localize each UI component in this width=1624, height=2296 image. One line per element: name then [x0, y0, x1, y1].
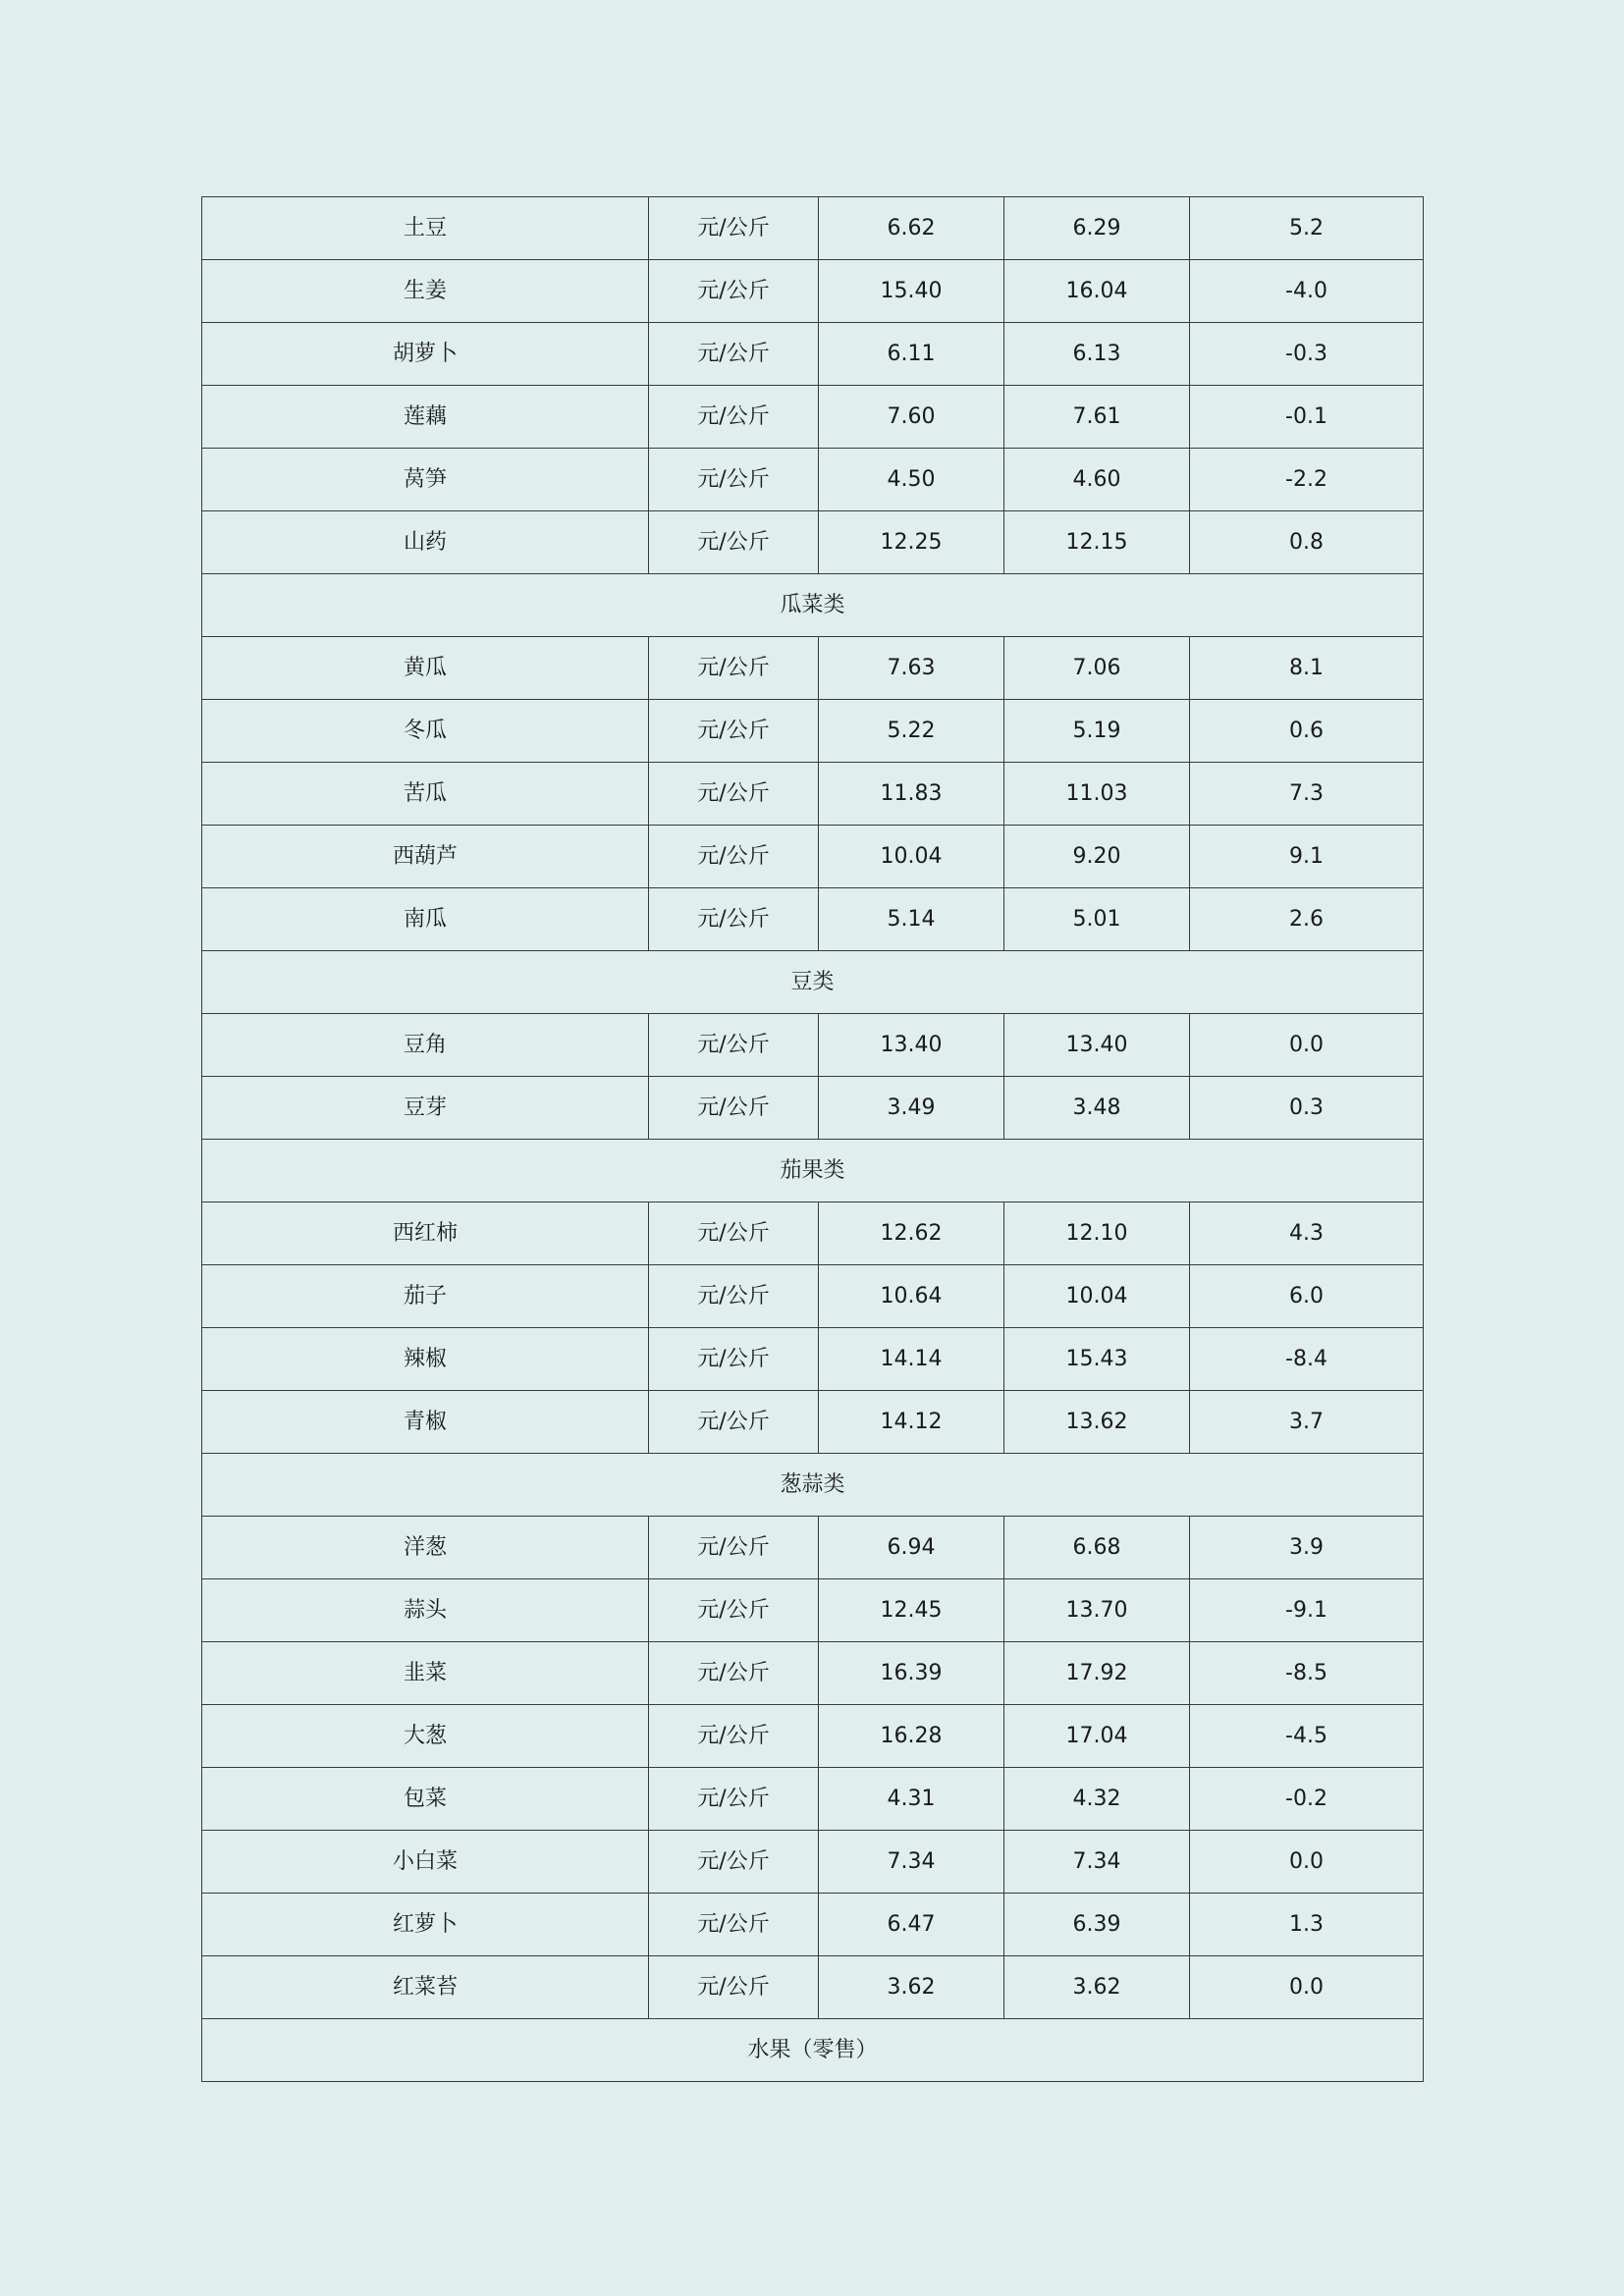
- table-row: [202, 1894, 1424, 1956]
- price-table: [201, 196, 1424, 2082]
- change-percent-cell: -0.2: [1190, 1768, 1424, 1831]
- current-price-cell: 6.94: [819, 1517, 1004, 1579]
- item-name-cell: 生姜: [202, 260, 649, 323]
- previous-price-cell: 7.06: [1004, 637, 1190, 700]
- previous-price-cell: 6.29: [1004, 197, 1190, 260]
- change-percent-cell: -0.3: [1190, 323, 1424, 386]
- unit-cell: 元/公斤: [649, 323, 819, 386]
- previous-price-cell: 4.60: [1004, 449, 1190, 511]
- change-percent-cell: -2.2: [1190, 449, 1424, 511]
- previous-price-cell: 3.48: [1004, 1077, 1190, 1140]
- table-row: [202, 1014, 1424, 1077]
- table-row: [202, 888, 1424, 951]
- change-percent-cell: 2.6: [1190, 888, 1424, 951]
- change-percent-cell: 0.6: [1190, 700, 1424, 763]
- section-title: 瓜菜类: [202, 574, 1424, 637]
- table-row: [202, 1391, 1424, 1454]
- previous-price-cell: 4.32: [1004, 1768, 1190, 1831]
- unit-cell: 元/公斤: [649, 1768, 819, 1831]
- current-price-cell: 5.22: [819, 700, 1004, 763]
- table-row: [202, 763, 1424, 826]
- section-header-row: [202, 1140, 1424, 1202]
- table-row: [202, 700, 1424, 763]
- item-name-cell: 韭菜: [202, 1642, 649, 1705]
- table-row: [202, 1202, 1424, 1265]
- previous-price-cell: 13.62: [1004, 1391, 1190, 1454]
- item-name-cell: 大葱: [202, 1705, 649, 1768]
- table-row: [202, 1579, 1424, 1642]
- unit-cell: 元/公斤: [649, 1831, 819, 1894]
- item-name-cell: 红萝卜: [202, 1894, 649, 1956]
- item-name-cell: 辣椒: [202, 1328, 649, 1391]
- unit-cell: 元/公斤: [649, 1202, 819, 1265]
- change-percent-cell: 0.0: [1190, 1956, 1424, 2019]
- item-name-cell: 莴笋: [202, 449, 649, 511]
- table-row: [202, 637, 1424, 700]
- change-percent-cell: -4.0: [1190, 260, 1424, 323]
- unit-cell: 元/公斤: [649, 1956, 819, 2019]
- previous-price-cell: 12.15: [1004, 511, 1190, 574]
- previous-price-cell: 12.10: [1004, 1202, 1190, 1265]
- previous-price-cell: 15.43: [1004, 1328, 1190, 1391]
- current-price-cell: 6.11: [819, 323, 1004, 386]
- item-name-cell: 苦瓜: [202, 763, 649, 826]
- table-row: [202, 449, 1424, 511]
- change-percent-cell: 8.1: [1190, 637, 1424, 700]
- section-header-row: [202, 1454, 1424, 1517]
- current-price-cell: 16.28: [819, 1705, 1004, 1768]
- previous-price-cell: 13.70: [1004, 1579, 1190, 1642]
- unit-cell: 元/公斤: [649, 637, 819, 700]
- item-name-cell: 黄瓜: [202, 637, 649, 700]
- table-row: [202, 1517, 1424, 1579]
- item-name-cell: 胡萝卜: [202, 323, 649, 386]
- previous-price-cell: 5.19: [1004, 700, 1190, 763]
- change-percent-cell: 0.0: [1190, 1014, 1424, 1077]
- current-price-cell: 3.62: [819, 1956, 1004, 2019]
- unit-cell: 元/公斤: [649, 1642, 819, 1705]
- table-row: [202, 1705, 1424, 1768]
- previous-price-cell: 6.13: [1004, 323, 1190, 386]
- change-percent-cell: -8.5: [1190, 1642, 1424, 1705]
- section-title: 茄果类: [202, 1140, 1424, 1202]
- change-percent-cell: 9.1: [1190, 826, 1424, 888]
- change-percent-cell: 3.9: [1190, 1517, 1424, 1579]
- unit-cell: 元/公斤: [649, 826, 819, 888]
- table-row: [202, 1328, 1424, 1391]
- current-price-cell: 3.49: [819, 1077, 1004, 1140]
- unit-cell: 元/公斤: [649, 1894, 819, 1956]
- unit-cell: 元/公斤: [649, 1328, 819, 1391]
- item-name-cell: 茄子: [202, 1265, 649, 1328]
- item-name-cell: 土豆: [202, 197, 649, 260]
- current-price-cell: 6.62: [819, 197, 1004, 260]
- previous-price-cell: 9.20: [1004, 826, 1190, 888]
- current-price-cell: 12.25: [819, 511, 1004, 574]
- change-percent-cell: 0.0: [1190, 1831, 1424, 1894]
- unit-cell: 元/公斤: [649, 1077, 819, 1140]
- table-row: [202, 1265, 1424, 1328]
- section-title: 葱蒜类: [202, 1454, 1424, 1517]
- unit-cell: 元/公斤: [649, 449, 819, 511]
- change-percent-cell: -4.5: [1190, 1705, 1424, 1768]
- current-price-cell: 14.12: [819, 1391, 1004, 1454]
- previous-price-cell: 17.04: [1004, 1705, 1190, 1768]
- table-row: [202, 826, 1424, 888]
- previous-price-cell: 6.39: [1004, 1894, 1190, 1956]
- item-name-cell: 蒜头: [202, 1579, 649, 1642]
- unit-cell: 元/公斤: [649, 888, 819, 951]
- item-name-cell: 青椒: [202, 1391, 649, 1454]
- item-name-cell: 南瓜: [202, 888, 649, 951]
- section-header-row: [202, 574, 1424, 637]
- table-row: [202, 511, 1424, 574]
- item-name-cell: 小白菜: [202, 1831, 649, 1894]
- change-percent-cell: 4.3: [1190, 1202, 1424, 1265]
- section-title: 豆类: [202, 951, 1424, 1014]
- previous-price-cell: 16.04: [1004, 260, 1190, 323]
- change-percent-cell: 1.3: [1190, 1894, 1424, 1956]
- item-name-cell: 西红柿: [202, 1202, 649, 1265]
- item-name-cell: 山药: [202, 511, 649, 574]
- unit-cell: 元/公斤: [649, 1014, 819, 1077]
- item-name-cell: 红菜苔: [202, 1956, 649, 2019]
- current-price-cell: 4.50: [819, 449, 1004, 511]
- change-percent-cell: -0.1: [1190, 386, 1424, 449]
- item-name-cell: 洋葱: [202, 1517, 649, 1579]
- change-percent-cell: -9.1: [1190, 1579, 1424, 1642]
- previous-price-cell: 7.61: [1004, 386, 1190, 449]
- item-name-cell: 冬瓜: [202, 700, 649, 763]
- current-price-cell: 4.31: [819, 1768, 1004, 1831]
- change-percent-cell: 3.7: [1190, 1391, 1424, 1454]
- unit-cell: 元/公斤: [649, 260, 819, 323]
- table-row: [202, 260, 1424, 323]
- previous-price-cell: 3.62: [1004, 1956, 1190, 2019]
- section-title: 水果（零售）: [202, 2019, 1424, 2082]
- previous-price-cell: 6.68: [1004, 1517, 1190, 1579]
- current-price-cell: 5.14: [819, 888, 1004, 951]
- change-percent-cell: 0.3: [1190, 1077, 1424, 1140]
- unit-cell: 元/公斤: [649, 1517, 819, 1579]
- table-row: [202, 323, 1424, 386]
- current-price-cell: 11.83: [819, 763, 1004, 826]
- current-price-cell: 14.14: [819, 1328, 1004, 1391]
- change-percent-cell: 7.3: [1190, 763, 1424, 826]
- previous-price-cell: 10.04: [1004, 1265, 1190, 1328]
- previous-price-cell: 5.01: [1004, 888, 1190, 951]
- table-row: [202, 1768, 1424, 1831]
- section-header-row: [202, 2019, 1424, 2082]
- previous-price-cell: 17.92: [1004, 1642, 1190, 1705]
- unit-cell: 元/公斤: [649, 1391, 819, 1454]
- current-price-cell: 7.34: [819, 1831, 1004, 1894]
- unit-cell: 元/公斤: [649, 700, 819, 763]
- unit-cell: 元/公斤: [649, 1705, 819, 1768]
- current-price-cell: 7.60: [819, 386, 1004, 449]
- current-price-cell: 10.64: [819, 1265, 1004, 1328]
- item-name-cell: 豆角: [202, 1014, 649, 1077]
- change-percent-cell: 6.0: [1190, 1265, 1424, 1328]
- current-price-cell: 13.40: [819, 1014, 1004, 1077]
- table-row: [202, 386, 1424, 449]
- item-name-cell: 豆芽: [202, 1077, 649, 1140]
- table-row: [202, 1077, 1424, 1140]
- item-name-cell: 莲藕: [202, 386, 649, 449]
- current-price-cell: 6.47: [819, 1894, 1004, 1956]
- current-price-cell: 10.04: [819, 826, 1004, 888]
- change-percent-cell: 5.2: [1190, 197, 1424, 260]
- previous-price-cell: 13.40: [1004, 1014, 1190, 1077]
- current-price-cell: 15.40: [819, 260, 1004, 323]
- change-percent-cell: 0.8: [1190, 511, 1424, 574]
- previous-price-cell: 11.03: [1004, 763, 1190, 826]
- section-header-row: [202, 951, 1424, 1014]
- table-row: [202, 1642, 1424, 1705]
- table-row: [202, 1956, 1424, 2019]
- table-row: [202, 197, 1424, 260]
- current-price-cell: 16.39: [819, 1642, 1004, 1705]
- unit-cell: 元/公斤: [649, 511, 819, 574]
- item-name-cell: 西葫芦: [202, 826, 649, 888]
- unit-cell: 元/公斤: [649, 1265, 819, 1328]
- item-name-cell: 包菜: [202, 1768, 649, 1831]
- previous-price-cell: 7.34: [1004, 1831, 1190, 1894]
- unit-cell: 元/公斤: [649, 763, 819, 826]
- current-price-cell: 12.62: [819, 1202, 1004, 1265]
- unit-cell: 元/公斤: [649, 1579, 819, 1642]
- current-price-cell: 12.45: [819, 1579, 1004, 1642]
- unit-cell: 元/公斤: [649, 197, 819, 260]
- table-row: [202, 1831, 1424, 1894]
- unit-cell: 元/公斤: [649, 386, 819, 449]
- change-percent-cell: -8.4: [1190, 1328, 1424, 1391]
- price-table-body: [202, 197, 1424, 2082]
- current-price-cell: 7.63: [819, 637, 1004, 700]
